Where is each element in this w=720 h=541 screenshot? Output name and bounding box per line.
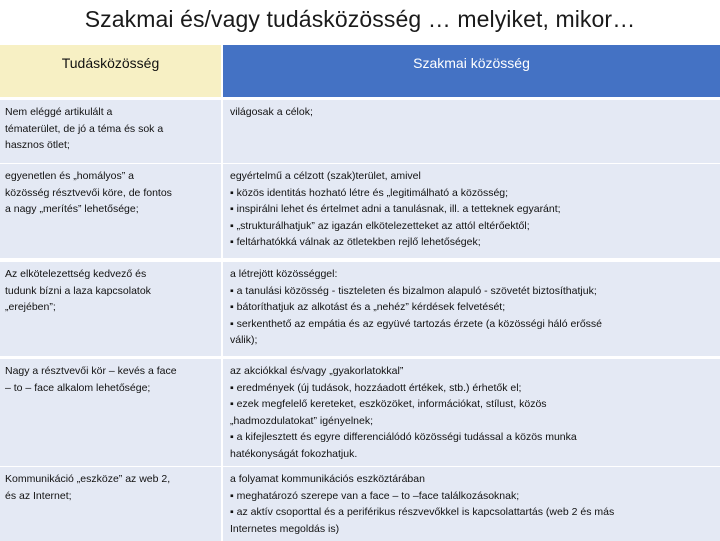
cell-line: az akciókkal és/vagy „gyakorlatokkal”: [230, 365, 404, 377]
cell-line: ▪ „strukturálhatjuk” az igazán elkötelezetteket az attól eltérőektől;: [230, 219, 530, 232]
table-row: [0, 466, 720, 541]
cell-line: válik);: [230, 334, 258, 346]
cell-line: tudunk bízni a laza kapcsolatok: [5, 284, 151, 297]
cell-line: ▪ serkenthető az empátia és az együvé tartozás érzete (a közösségi háló erőssé: [230, 317, 603, 330]
cell-line: a folyamat kommunikációs eszköztárában: [230, 473, 425, 485]
cell-line: ▪ a tanulási közösség - tiszteleten és bizalmon alapuló - szövetét biztosíthatjuk;: [230, 284, 597, 297]
cell-line: a nagy „merítés” lehetősége;: [5, 203, 139, 215]
table-row: [0, 358, 720, 466]
cell-line: Az elkötelezettség kedvező és: [5, 268, 147, 280]
cell-line: egyértelmű a célzott (szak)terület, amivel: [230, 170, 421, 182]
table-row: [0, 261, 720, 356]
cell-line: – to – face alkalom lehetősége;: [5, 381, 151, 394]
cell-szakmai-kozosseg: [230, 104, 714, 121]
cell-szakmai-kozosseg: [230, 471, 714, 537]
column-divider: [221, 164, 223, 258]
cell-line: ▪ ezek megfelelő kereteket, eszközöket, információkat, stílust, közös: [230, 398, 547, 410]
cell-line: hatékonyságát fokozhatjuk.: [230, 447, 358, 460]
cell-line: ▪ bátoríthatjuk az alkotást és a „nehéz” kérdések felvetését;: [230, 301, 506, 313]
cell-line: Nagy a résztvevői kör – kevés a face: [5, 365, 177, 377]
column-divider: [221, 359, 223, 466]
comparison-table: [0, 45, 720, 540]
cell-line: világosak a célok;: [230, 106, 313, 118]
cell-line: egyenetlen és „homályos” a: [5, 170, 134, 182]
cell-line: Kommunikáció „eszköze” az web 2,: [5, 473, 171, 485]
cell-line: ▪ meghatározó szerepe van a face – to –face találkozásoknak;: [230, 489, 520, 502]
cell-line: ▪ inspirálni lehet és értelmet adni a tanulásnak, ill. a tetteknek egyaránt;: [230, 203, 561, 215]
cell-line: ▪ feltárhatókká válnak az ötletekben rejlő lehetőségek;: [230, 236, 481, 248]
cell-line: ▪ a kifejlesztett és egyre differenciálódó közösségi tudással a közös munka: [230, 431, 577, 443]
cell-line: ▪ közös identitás hozható létre és „legitimálható a közösség;: [230, 186, 509, 199]
cell-tudaskozosseg: [5, 471, 215, 504]
cell-line: ▪ eredmények (új tudások, hozzáadott értékek, stb.) érhetők el;: [230, 381, 522, 394]
table-row: [0, 163, 720, 258]
cell-line: „hadmozdulatokat” igényelnek;: [230, 414, 374, 427]
cell-line: Internetes megoldás is): [230, 522, 340, 535]
cell-tudaskozosseg: [5, 363, 215, 396]
cell-tudaskozosseg: [5, 104, 215, 154]
header-szakmai-kozosseg: Szakmai közösség: [223, 45, 720, 97]
cell-line: és az Internet;: [5, 489, 72, 502]
cell-szakmai-kozosseg: [230, 363, 714, 462]
header-tudaskozosseg: Tudásközösség: [0, 45, 221, 97]
cell-line: ▪ az aktív csoporttal és a periférikus részvevőkkel is kapcsolattartás (web 2 és más: [230, 506, 615, 518]
cell-line: a létrejött közösséggel:: [230, 268, 338, 280]
cell-szakmai-kozosseg: [230, 168, 714, 251]
cell-line: Nem eléggé artikulált a: [5, 106, 113, 118]
cell-line: közösség résztvevői köre, de fontos: [5, 186, 172, 199]
cell-line: tématerület, de jó a téma és sok a: [5, 122, 164, 135]
cell-line: „erejében”;: [5, 301, 56, 313]
cell-szakmai-kozosseg: [230, 266, 714, 349]
cell-tudaskozosseg: [5, 168, 215, 218]
column-divider: [221, 467, 223, 541]
column-divider: [221, 262, 223, 356]
cell-tudaskozosseg: [5, 266, 215, 316]
cell-line: hasznos ötlet;: [5, 139, 70, 151]
slide-title: Szakmai és/vagy tudásközösség … melyiket, mikor…: [84, 6, 636, 32]
